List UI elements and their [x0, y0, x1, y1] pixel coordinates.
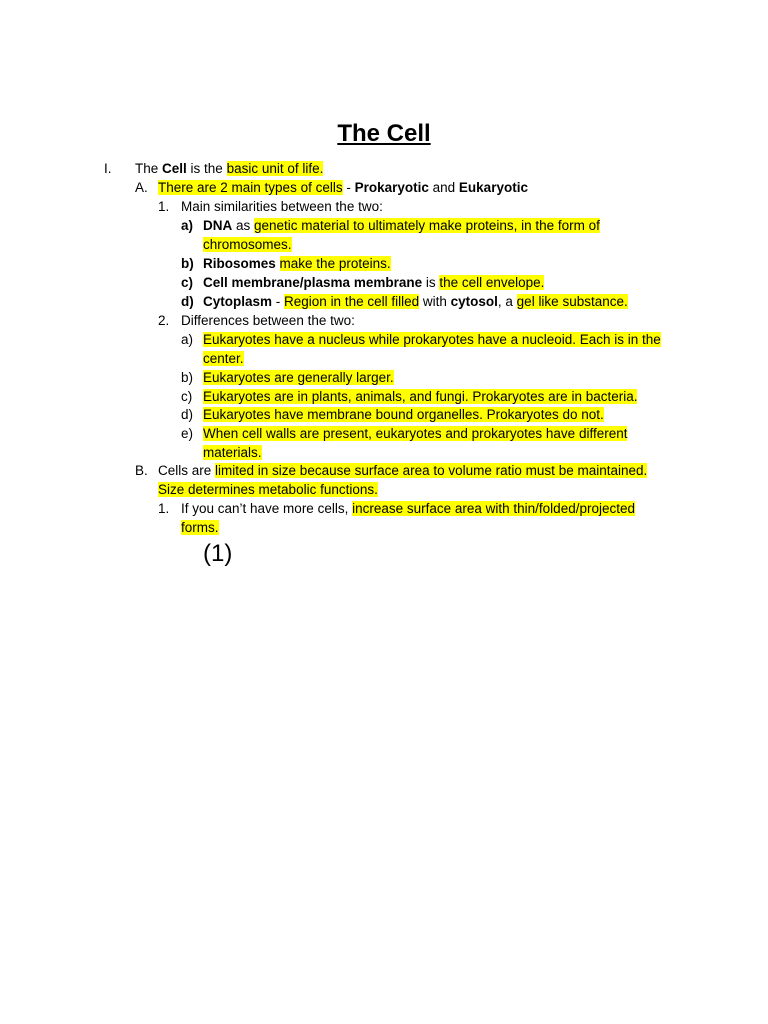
section-b-item-1-line-2: [181, 518, 219, 537]
diff-e-highlight-1: When cell walls are present, eukaryotes and prokaryotes have different: [203, 426, 628, 441]
section-a-line: [158, 178, 528, 197]
diff-c-marker: c): [181, 389, 193, 404]
section-a-marker: A.: [135, 180, 148, 195]
diff-a-line-1: [203, 330, 661, 349]
sim-c-mid: is: [422, 275, 440, 290]
sim-d-highlight-1: Region in the cell filled: [284, 294, 420, 309]
sim-a-mid: as: [232, 218, 255, 233]
roman-numeral-marker: I.: [104, 161, 112, 176]
sim-d-marker: d): [181, 294, 194, 309]
diff-d-line: [203, 405, 604, 424]
section-b-highlight-2: Size determines metabolic functions.: [158, 482, 378, 497]
section-b-item-1-line-1: [181, 499, 635, 518]
differences-heading: Differences between the two:: [181, 313, 355, 328]
diff-e-marker: e): [181, 426, 194, 441]
sim-a-line-2: [203, 235, 292, 254]
sim-d-bold: Cytoplasm: [203, 294, 273, 309]
section-b-item-1-highlight-1: increase surface area with thin/folded/projected: [352, 501, 635, 516]
diff-e-highlight-2: materials.: [203, 445, 262, 460]
diff-d-highlight: Eukaryotes have membrane bound organelles. Prokaryotes do not.: [203, 407, 604, 422]
sim-b-line: [203, 254, 391, 273]
diff-c-line: [203, 387, 637, 406]
sim-c-highlight: the cell envelope.: [439, 275, 545, 290]
sim-a-line-1: [203, 216, 600, 235]
diff-b-highlight: Eukaryotes are generally larger.: [203, 370, 394, 385]
sim-b-marker: b): [181, 256, 194, 271]
footnote-marker: (1): [203, 540, 233, 567]
sim-a-marker: a): [181, 218, 194, 233]
intro-line: [135, 159, 323, 178]
sim-a-highlight-2: chromosomes.: [203, 237, 292, 252]
sim-d-line: [203, 292, 628, 311]
similarities-heading: Main similarities between the two:: [181, 199, 383, 214]
section-b-line-2: [158, 480, 378, 499]
similarities-marker: 1.: [158, 199, 170, 214]
diff-e-line-1: [203, 424, 627, 443]
diff-e-line-2: [203, 443, 262, 462]
differences-marker: 2.: [158, 313, 170, 328]
diff-a-highlight-2: center.: [203, 351, 244, 366]
section-b-item-1-text: If you can’t have more cells,: [181, 501, 353, 516]
sim-b-bold: Ribosomes: [203, 256, 276, 271]
intro-text-mid: is the: [186, 161, 227, 176]
diff-b-line: [203, 368, 394, 387]
diff-d-marker: d): [181, 407, 194, 422]
sim-d-dash: -: [272, 294, 285, 309]
section-b-highlight-1: limited in size because surface area to volume ratio must be maintained.: [215, 463, 648, 478]
sim-d-bold-cytosol: cytosol: [450, 294, 498, 309]
page-title: The Cell: [337, 120, 431, 147]
sim-c-bold: Cell membrane/plasma membrane: [203, 275, 423, 290]
diff-a-marker: a): [181, 332, 194, 347]
sim-a-highlight-1: genetic material to ultimately make proteins, in the form of: [254, 218, 600, 233]
sim-b-highlight: make the proteins.: [279, 256, 391, 271]
sim-d-highlight-2: gel like substance.: [516, 294, 628, 309]
sim-a-bold: DNA: [203, 218, 233, 233]
section-a-prokaryotic: Prokaryotic: [354, 180, 429, 195]
section-b-item-1-highlight-2: forms.: [181, 520, 219, 535]
section-b-marker: B.: [135, 463, 148, 478]
section-b-line-1: [158, 461, 647, 480]
diff-c-highlight: Eukaryotes are in plants, animals, and fungi. Prokaryotes are in bacteria.: [203, 389, 638, 404]
diff-a-line-2: [203, 349, 244, 368]
intro-text: The: [135, 161, 163, 176]
diff-a-highlight-1: Eukaryotes have a nucleus while prokaryotes have a nucleoid. Each is in the: [203, 332, 661, 347]
diff-b-marker: b): [181, 370, 194, 385]
sim-c-line: [203, 273, 544, 292]
sim-d-with: with: [419, 294, 451, 309]
section-a-and: and: [428, 180, 459, 195]
intro-highlight: basic unit of life.: [226, 161, 324, 176]
section-b-text: Cells are: [158, 463, 216, 478]
sim-c-marker: c): [181, 275, 194, 290]
section-a-highlight: There are 2 main types of cells: [158, 180, 343, 195]
intro-bold-cell: Cell: [162, 161, 187, 176]
sim-b-space: [276, 256, 280, 271]
section-a-dash: -: [342, 180, 355, 195]
sim-d-comma: , a: [497, 294, 517, 309]
section-b-item-1-marker: 1.: [158, 501, 170, 516]
section-a-eukaryotic: Eukaryotic: [458, 180, 528, 195]
